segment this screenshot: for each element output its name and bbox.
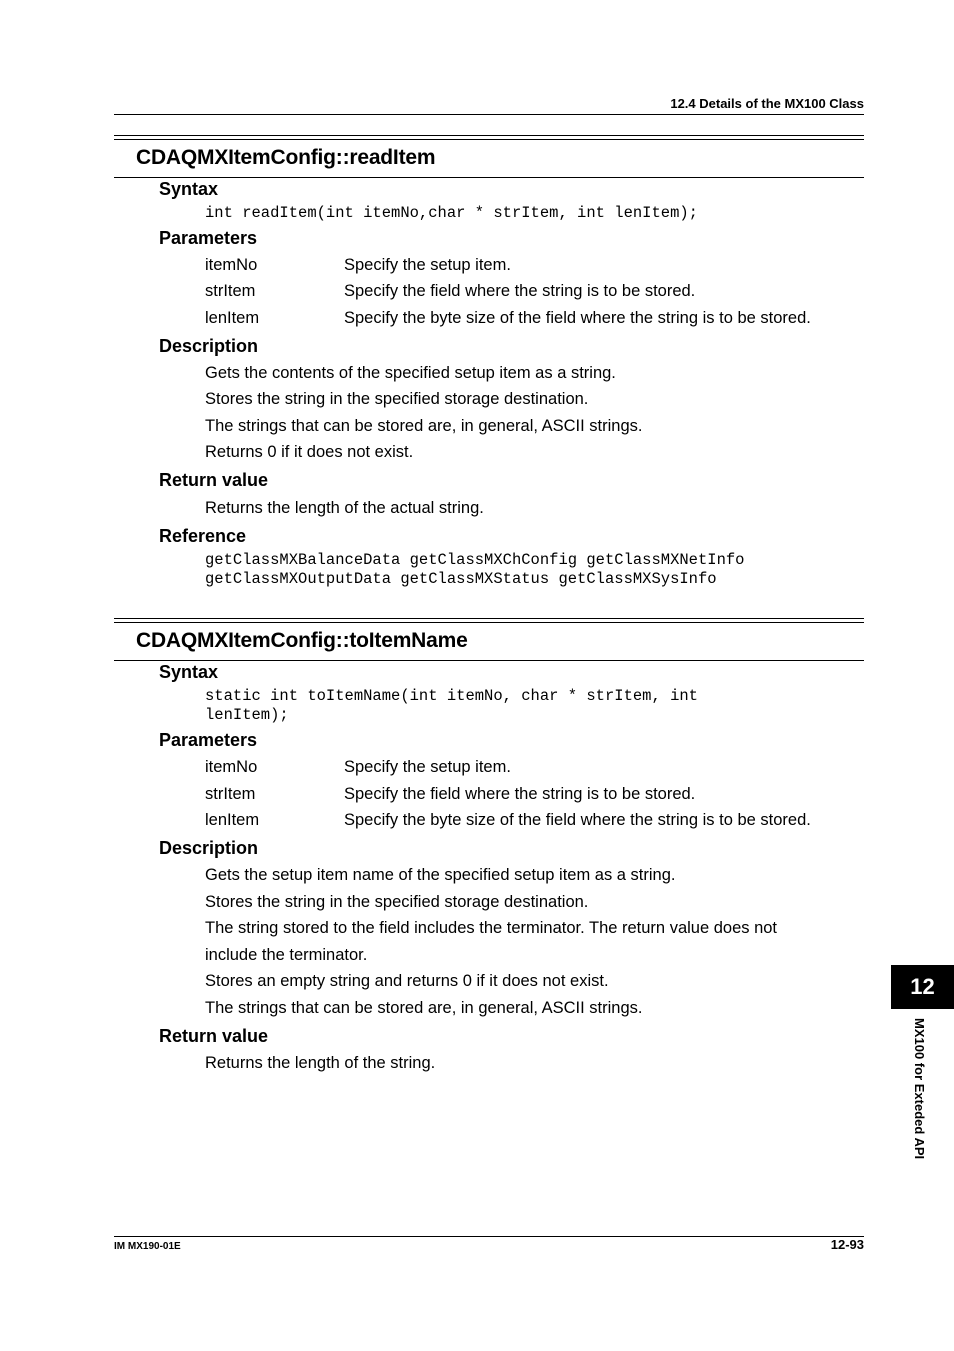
- description-heading: Description: [159, 336, 259, 356]
- section-rule-top-2: [114, 139, 864, 140]
- description-line: Returns 0 if it does not exist.: [205, 443, 414, 461]
- document-id: IM MX190-01E: [114, 1241, 181, 1252]
- return-text: Returns the length of the string.: [205, 1054, 436, 1072]
- syntax-code-line: lenItem);: [205, 706, 289, 724]
- description-line: Stores an empty string and returns 0 if it does not exist.: [205, 972, 609, 990]
- function-title: CDAQMXItemConfig::toItemName: [136, 629, 468, 652]
- description-line: include the terminator.: [205, 946, 368, 964]
- reference-heading: Reference: [159, 526, 247, 546]
- section-rule-bottom: [114, 177, 864, 178]
- param-name: strItem: [205, 785, 256, 803]
- return-text: Returns the length of the actual string.: [205, 499, 484, 517]
- function-title: CDAQMXItemConfig::readItem: [136, 146, 436, 169]
- param-desc: Specify the setup item.: [344, 256, 511, 274]
- param-name: itemNo: [205, 758, 258, 776]
- param-name: itemNo: [205, 256, 258, 274]
- param-desc: Specify the field where the string is to be stored.: [344, 282, 696, 300]
- syntax-code-line: static int toItemName(int itemNo, char * strItem, int: [205, 687, 698, 705]
- param-desc: Specify the byte size of the field where the string is to be stored.: [344, 811, 811, 829]
- section-rule-top: [114, 618, 864, 619]
- description-line: Gets the contents of the specified setup item as a string.: [205, 364, 616, 382]
- reference-line: getClassMXBalanceData getClassMXChConfig getClassMXNetInfo: [205, 551, 745, 569]
- return-heading: Return value: [159, 470, 269, 490]
- section-rule-top: [114, 135, 864, 136]
- param-name: lenItem: [205, 811, 260, 829]
- chapter-side-label: MX100 for Exteded API: [912, 1018, 927, 1160]
- parameters-heading: Parameters: [159, 730, 258, 750]
- syntax-heading: Syntax: [159, 662, 219, 682]
- param-name: lenItem: [205, 309, 260, 327]
- reference-line: getClassMXOutputData getClassMXStatus getClassMXSysInfo: [205, 570, 717, 588]
- description-line: Gets the setup item name of the specified setup item as a string.: [205, 866, 676, 884]
- syntax-code: int readItem(int itemNo,char * strItem, int lenItem);: [205, 204, 698, 222]
- section-rule-top-2: [114, 622, 864, 623]
- footer-rule: [114, 1236, 864, 1237]
- page-number: 12-93: [830, 1237, 864, 1252]
- param-name: strItem: [205, 282, 256, 300]
- param-desc: Specify the byte size of the field where the string is to be stored.: [344, 309, 811, 327]
- description-line: Stores the string in the specified storage destination.: [205, 390, 589, 408]
- parameters-heading: Parameters: [159, 228, 258, 248]
- param-desc: Specify the setup item.: [344, 758, 511, 776]
- chapter-tab: 12: [891, 965, 954, 1009]
- description-line: The strings that can be stored are, in general, ASCII strings.: [205, 417, 643, 435]
- description-line: The string stored to the field includes the terminator. The return value does not: [205, 919, 778, 937]
- header-rule: [114, 114, 864, 115]
- syntax-heading: Syntax: [159, 179, 219, 199]
- return-heading: Return value: [159, 1026, 269, 1046]
- section-rule-bottom: [114, 660, 864, 661]
- param-desc: Specify the field where the string is to be stored.: [344, 785, 696, 803]
- description-heading: Description: [159, 838, 259, 858]
- description-line: Stores the string in the specified storage destination.: [205, 893, 589, 911]
- description-line: The strings that can be stored are, in general, ASCII strings.: [205, 999, 643, 1017]
- running-header: 12.4 Details of the MX100 Class: [670, 96, 864, 111]
